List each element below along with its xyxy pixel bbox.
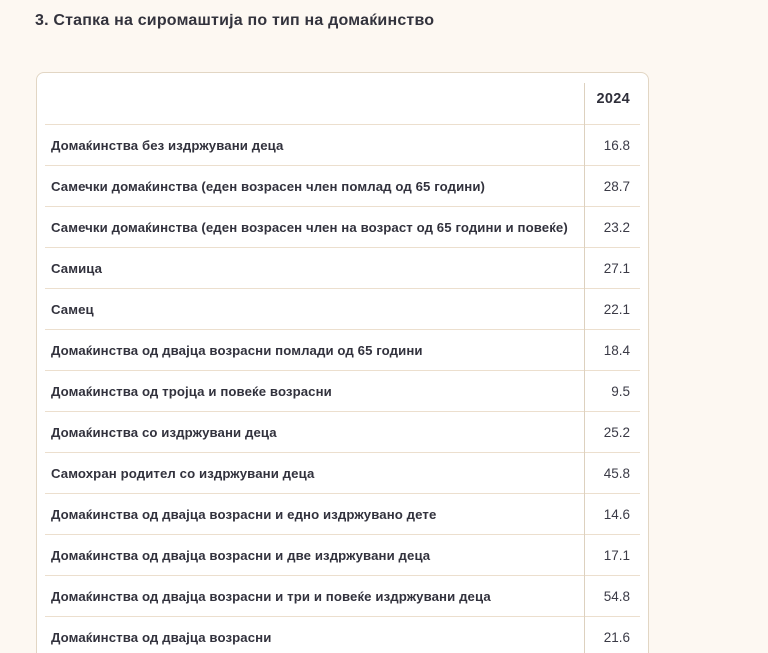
- poverty-rate-table: [36, 72, 649, 653]
- table-body: [37, 124, 648, 653]
- household-type-label: Домаќинства од двајца возрасни: [51, 629, 272, 645]
- poverty-rate-value: 18.4: [603, 342, 630, 358]
- household-type-label: Самечки домаќинства (еден возрасен член на возраст од 65 години и повеќе): [51, 219, 568, 235]
- poverty-rate-value: 23.2: [603, 219, 630, 235]
- table-row: [45, 165, 640, 206]
- table-row: [45, 206, 640, 247]
- poverty-rate-value: 21.6: [603, 629, 630, 645]
- table-row: [45, 124, 640, 165]
- poverty-rate-value: 9.5: [611, 383, 630, 399]
- household-type-label: Домаќинства од тројца и повеќе возрасни: [51, 383, 332, 399]
- poverty-rate-value: 45.8: [603, 465, 630, 481]
- household-type-label: Домаќинства од двајца возрасни и едно издржувано дете: [51, 506, 437, 522]
- poverty-rate-value: 16.8: [603, 137, 630, 153]
- household-type-label: Домаќинства од двајца возрасни помлади од 65 години: [51, 342, 423, 358]
- poverty-rate-value: 14.6: [603, 506, 630, 522]
- poverty-rate-value: 22.1: [603, 301, 630, 317]
- table-row: [45, 288, 640, 329]
- poverty-rate-value: 28.7: [603, 178, 630, 194]
- table-row: [45, 247, 640, 288]
- household-type-label: Самица: [51, 260, 103, 276]
- table-row: [45, 493, 640, 534]
- table-row: [45, 575, 640, 616]
- page-title: 3. Стапка на сиромаштија по тип на домаќинство: [35, 12, 435, 29]
- column-divider: [584, 83, 585, 653]
- household-type-label: Самец: [51, 301, 94, 317]
- household-type-label: Самохран родител со издржувани деца: [51, 465, 315, 481]
- poverty-rate-value: 54.8: [603, 588, 630, 604]
- table-header-row: [45, 73, 640, 124]
- table-row: [45, 534, 640, 575]
- poverty-rate-value: 27.1: [603, 260, 630, 276]
- table-row: [45, 616, 640, 653]
- poverty-rate-value: 17.1: [603, 547, 630, 563]
- header-year-2024: 2024: [596, 90, 630, 107]
- table-row: [45, 329, 640, 370]
- table-row: [45, 370, 640, 411]
- household-type-label: Домаќинства од двајца возрасни и две издржувани деца: [51, 547, 431, 563]
- table-row: [45, 411, 640, 452]
- table-row: [45, 452, 640, 493]
- household-type-label: Самечки домаќинства (еден возрасен член помлад од 65 години): [51, 178, 486, 194]
- household-type-label: Домаќинства од двајца возрасни и три и повеќе издржувани деца: [51, 588, 491, 604]
- poverty-rate-value: 25.2: [603, 424, 630, 440]
- household-type-label: Домаќинства со издржувани деца: [51, 424, 277, 440]
- household-type-label: Домаќинства без издржувани деца: [51, 137, 284, 153]
